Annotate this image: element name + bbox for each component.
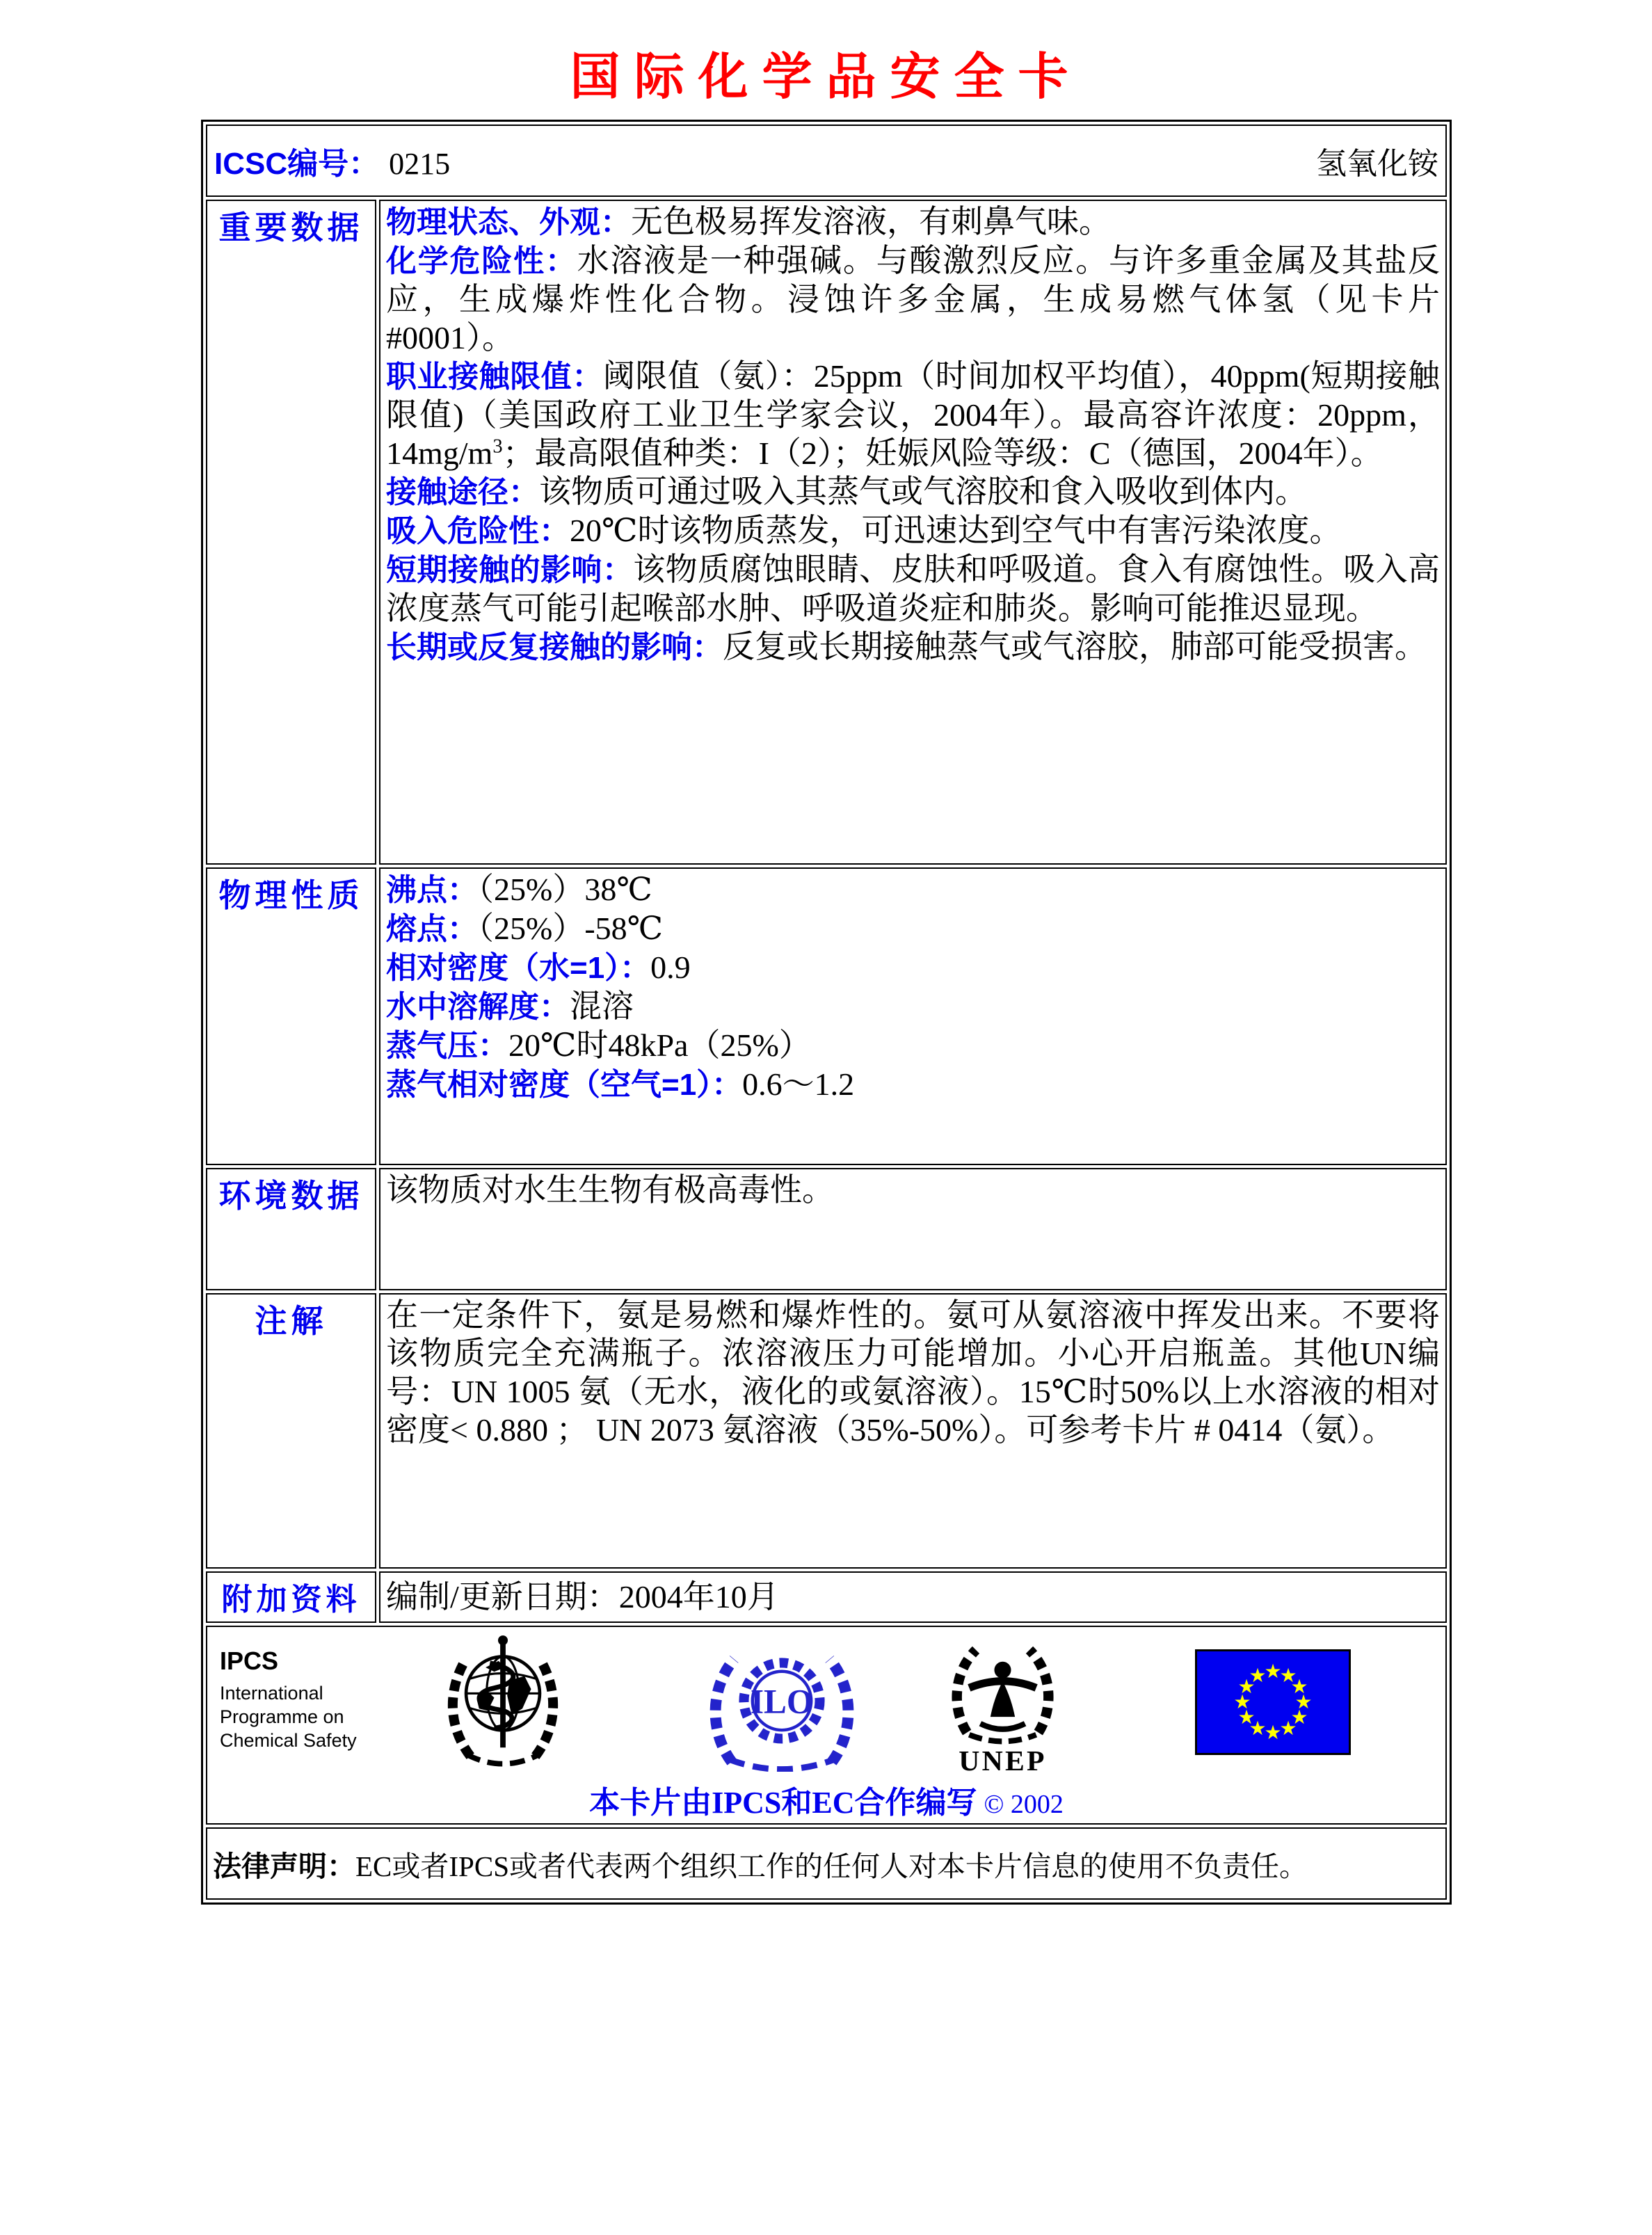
eu-star-icon: ★	[1249, 1664, 1267, 1687]
prop-label: 蒸气压：	[386, 1029, 508, 1063]
ilo-logo-text: ILO	[750, 1682, 814, 1721]
para-label: 化学危险性：	[386, 244, 577, 278]
prop-value: 0.6～1.2	[742, 1066, 855, 1102]
para-physical-state	[386, 202, 1440, 241]
eu-star-icon: ★	[1237, 1706, 1256, 1729]
para-label: 长期或反复接触的影响：	[386, 630, 723, 664]
eu-star-icon: ★	[1237, 1675, 1256, 1698]
page-title: 国际化学品安全卡	[570, 49, 1082, 105]
para-text: 该物质腐蚀眼睛、皮肤和呼吸道。食入有腐蚀性。吸入高浓度蒸气可能引起喉部水肿、呼吸道炎症和肺炎。影响可能推迟显现。	[386, 552, 1440, 626]
para-text: 无色极易挥发溶液，有刺鼻气味。	[631, 204, 1111, 239]
prop-relative-density	[386, 948, 1440, 987]
ipcs-line: Programme on	[220, 1706, 344, 1727]
para-text: 该物质可通过吸入其蒸气或气溶胶和食入吸收到体内。	[539, 474, 1307, 509]
prop-value: （25%）38℃	[478, 872, 652, 907]
para-notes: 在一定条件下，氨是易燃和爆炸性的。氨可从氨溶液中挥发出来。不要将该物质完全充满瓶子。浓溶液压力可能增加。小心开启瓶盖。其他UN编号：UN 1005 氨（无水，液化的或氨溶液）。15℃时50%以上水溶液的相对密度< 0.880 ； UN 2073 氨溶液（35%-50%）。可参考卡片 # 0414（氨）。	[386, 1297, 1440, 1448]
eu-star-icon: ★	[1264, 1721, 1282, 1744]
icsc-number-label: ICSC编号：	[214, 147, 380, 181]
para-label: 接触途径：	[386, 475, 539, 509]
ilo-logo-icon	[677, 1640, 886, 1775]
logos-row	[206, 1626, 1447, 1825]
prop-water-solubility	[386, 987, 1440, 1026]
para-chemical-danger	[386, 241, 1440, 357]
unep-logo-text: UNEP	[959, 1745, 1047, 1778]
para-text: 反复或长期接触蒸气或气溶胶，肺部可能受损害。	[723, 629, 1427, 664]
eu-star-icon: ★	[1279, 1717, 1297, 1740]
chemical-name: 氢氧化铵	[1316, 147, 1438, 181]
legal-label: 法律声明：	[213, 1850, 355, 1882]
ipcs-line: International	[220, 1683, 323, 1704]
eu-star-icon: ★	[1290, 1706, 1308, 1729]
copyright-text: © 2002	[984, 1790, 1064, 1819]
para-text: 阈限值（氨）：25ppm（时间加权平均值），40ppm(短期接触限值)（美国政府工业卫生学家会议，2004年）。最高容许浓度：20ppm，14mg/m	[386, 358, 1440, 471]
para-additional-info: 编制/更新日期：2004年10月	[386, 1579, 779, 1615]
notes-row	[206, 1293, 1447, 1569]
para-long-term-effects	[386, 627, 1440, 666]
icsc-table	[201, 120, 1452, 1905]
eu-star-icon: ★	[1290, 1675, 1308, 1698]
superscript-3: 3	[492, 435, 503, 458]
prop-vapor-pressure	[386, 1026, 1440, 1065]
logos-cell	[206, 1626, 1447, 1825]
para-text: ；最高限值种类：I（2）；妊娠风险等级：C（德国，2004年）。	[502, 435, 1383, 471]
prop-label: 水中溶解度：	[386, 990, 570, 1024]
header-row	[206, 125, 1447, 197]
physical-properties-content	[379, 867, 1447, 1165]
prop-boiling-point	[386, 870, 1440, 909]
eu-star-icon: ★	[1279, 1664, 1297, 1687]
prop-label: 蒸气相对密度（空气=1）：	[386, 1068, 743, 1102]
icsc-number-group	[214, 138, 450, 183]
para-text: 20℃时该物质蒸发，可迅速达到空气中有害污染浓度。	[570, 513, 1342, 548]
ipcs-title: IPCS	[220, 1647, 279, 1675]
legal-text: EC或者IPCS或者代表两个组织工作的任何人对本卡片信息的使用不负责任。	[355, 1850, 1308, 1882]
eu-star-icon: ★	[1233, 1690, 1251, 1713]
para-exposure-routes	[386, 472, 1440, 511]
important-data-row-label: 重要数据	[206, 200, 376, 865]
eu-star-icon: ★	[1264, 1660, 1282, 1683]
para-inhalation-risk	[386, 511, 1440, 550]
para-exposure-limits	[386, 357, 1440, 472]
ipcs-text-block	[220, 1647, 357, 1752]
para-environment: 该物质对水生生物有极高毒性。	[386, 1172, 834, 1208]
icsc-number-value: 0215	[389, 147, 451, 181]
prop-value: （25%）-58℃	[478, 911, 664, 946]
prop-value: 20℃时48kPa（25%）	[508, 1027, 811, 1063]
legal-row	[206, 1827, 1447, 1900]
para-short-term-effects	[386, 550, 1440, 627]
eu-star-icon: ★	[1249, 1717, 1267, 1740]
eu-flag-icon	[1195, 1649, 1351, 1755]
physical-properties-row-label: 物理性质	[206, 867, 376, 1165]
important-data-content	[379, 200, 1447, 865]
additional-info-content	[379, 1571, 1447, 1623]
para-label: 吸入危险性：	[386, 514, 570, 548]
prop-value: 混溶	[570, 988, 634, 1024]
para-label: 职业接触限值：	[386, 360, 603, 394]
prop-melting-point	[386, 909, 1440, 948]
prop-vapor-density	[386, 1065, 1440, 1104]
prop-value: 0.9	[650, 950, 691, 985]
credit-line	[213, 1777, 1440, 1822]
important-data-row	[206, 200, 1447, 865]
prop-label: 熔点：	[386, 912, 478, 946]
unep-logo-icon	[935, 1630, 1070, 1783]
environment-content	[379, 1168, 1447, 1290]
ipcs-line: Chemical Safety	[220, 1730, 357, 1751]
prop-label: 沸点：	[386, 873, 478, 907]
header-cell	[206, 125, 1447, 197]
para-text: 水溶液是一种强碱。与酸激烈反应。与许多重金属及其盐反应，生成爆炸性化合物。浸蚀许多金属，生成易燃气体氢（见卡片#0001）。	[386, 243, 1441, 355]
para-label: 短期接触的影响：	[386, 553, 634, 587]
notes-row-label: 注解	[206, 1293, 376, 1569]
legal-cell	[206, 1827, 1447, 1900]
prop-label: 相对密度（水=1）：	[386, 951, 651, 985]
physical-properties-row	[206, 867, 1447, 1165]
notes-content	[379, 1293, 1447, 1569]
credit-text: 本卡片由IPCS和EC合作编写	[589, 1786, 977, 1820]
para-label: 物理状态、外观：	[386, 205, 631, 239]
additional-info-row-label: 附加资料	[206, 1571, 376, 1623]
eu-star-icon: ★	[1294, 1690, 1313, 1713]
environment-row	[206, 1168, 1447, 1290]
who-logo-icon	[437, 1628, 569, 1784]
environment-row-label: 环境数据	[206, 1168, 376, 1290]
additional-info-row	[206, 1571, 1447, 1623]
